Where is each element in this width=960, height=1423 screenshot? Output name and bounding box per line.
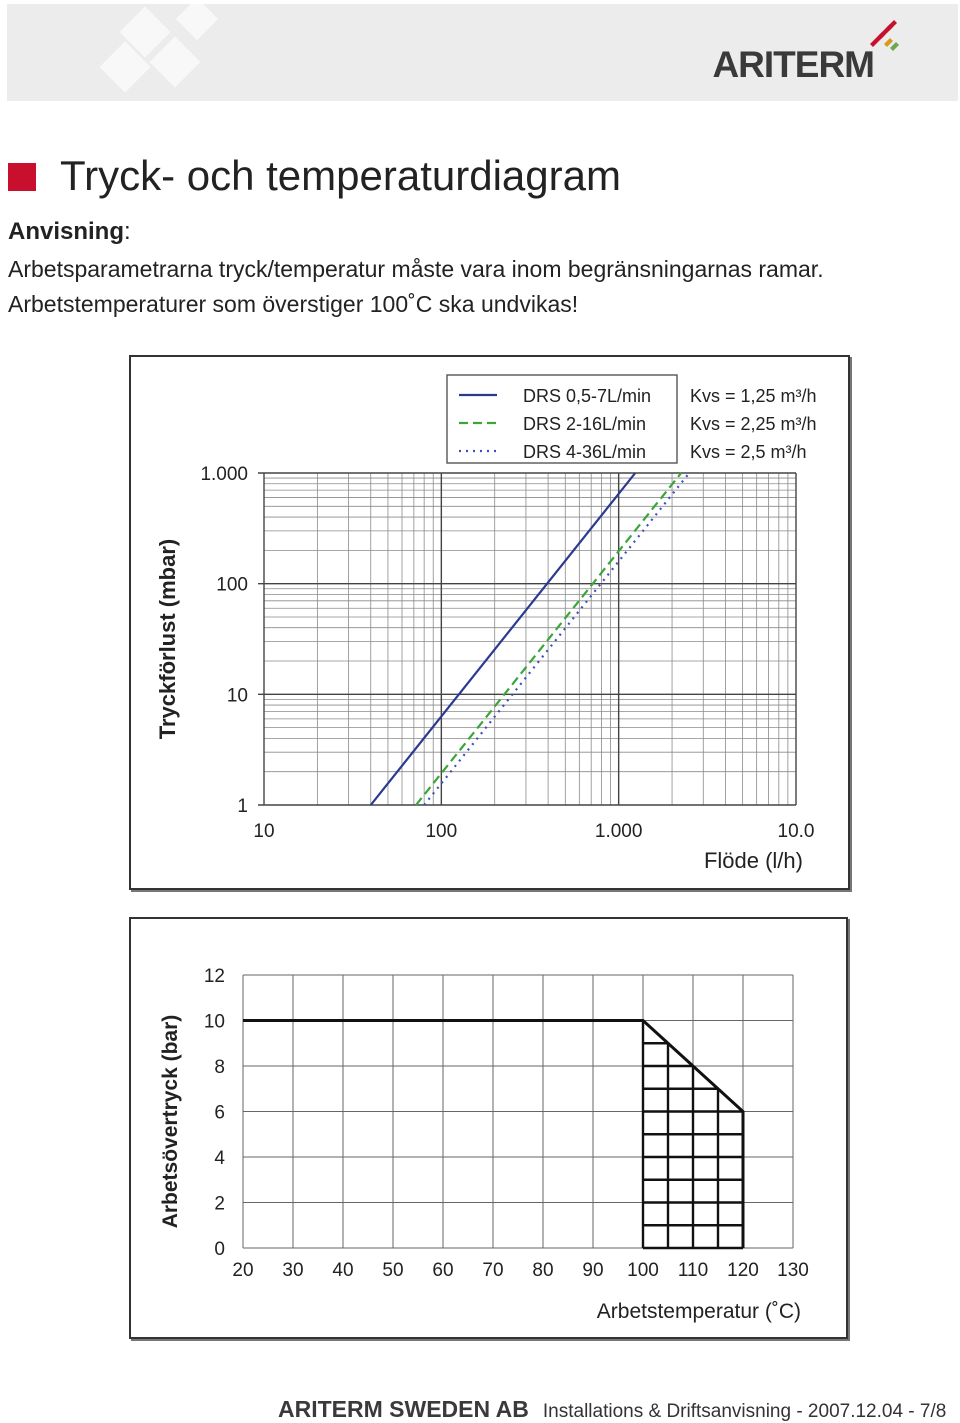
x-tick-label: 100 <box>425 821 458 842</box>
pressure-temperature-chart-svg <box>131 919 846 1337</box>
page-footer <box>278 1396 946 1423</box>
x-tick-label: 10 <box>253 821 275 842</box>
page-header <box>7 4 958 101</box>
x-tick-label: 100 <box>627 1260 659 1281</box>
legend-label: DRS 4-36L/min <box>523 442 647 462</box>
y-tick-label: 4 <box>214 1148 225 1169</box>
y-tick-label: 100 <box>216 574 248 596</box>
x-tick-label: 20 <box>232 1260 254 1281</box>
notice-line-1: Arbetsparametrarna tryck/temperatur måste vara inom begränsningarnas ramar. <box>8 256 824 282</box>
series-line <box>424 473 689 805</box>
y-tick-label: 10 <box>203 1011 225 1033</box>
x-tick-label: 130 <box>777 1260 809 1281</box>
x-tick-label: 120 <box>727 1260 759 1281</box>
footer-company: ARITERM SWEDEN AB <box>278 1396 529 1422</box>
x-tick-label: 70 <box>482 1260 504 1281</box>
pressure-drop-chart <box>129 355 850 890</box>
company-logo: ARITERM <box>712 44 874 85</box>
x-axis-label: Flöde (l/h) <box>703 848 803 873</box>
y-axis-label: Tryckförlust (mbar) <box>155 538 180 740</box>
kvs-label: Kvs = 2,5 m³/h <box>690 442 807 462</box>
notice-label: Anvisning: <box>8 218 131 245</box>
y-axis-label: Arbetsövertryck (bar) <box>159 1014 182 1229</box>
notice-line-2: Arbetstemperaturer som överstiger 100˚C ska undvikas! <box>8 291 579 317</box>
x-tick-label: 90 <box>582 1260 604 1281</box>
x-tick-label: 60 <box>432 1260 454 1281</box>
watermark-shape <box>176 4 218 40</box>
y-tick-label: 8 <box>214 1057 225 1078</box>
y-tick-label: 1.000 <box>200 464 248 485</box>
x-tick-label: 1.000 <box>594 821 643 842</box>
title-marker <box>8 163 36 191</box>
series-line <box>416 473 681 805</box>
x-tick-label: 110 <box>677 1260 709 1281</box>
y-tick-label: 6 <box>214 1102 225 1124</box>
y-tick-label: 0 <box>214 1239 225 1260</box>
x-tick-label: 80 <box>532 1260 554 1281</box>
x-tick-label: 40 <box>332 1260 354 1281</box>
page-title: Tryck- och temperaturdiagram <box>60 152 621 199</box>
x-tick-label: 30 <box>282 1260 304 1281</box>
x-axis-label: Arbetstemperatur (˚C) <box>596 1300 801 1323</box>
y-tick-label: 2 <box>214 1193 225 1215</box>
legend-label: DRS 0,5-7L/min <box>523 386 652 406</box>
kvs-label: Kvs = 1,25 m³/h <box>690 386 817 406</box>
pressure-temperature-chart <box>129 917 848 1339</box>
footer-document-info: Installations & Driftsanvisning - 2007.12.04 - 7/8 <box>542 1401 947 1422</box>
legend-label: DRS 2-16L/min <box>523 414 647 434</box>
y-tick-label: 12 <box>203 966 225 987</box>
y-tick-label: 1 <box>237 796 248 817</box>
pressure-drop-chart-svg <box>131 357 848 888</box>
kvs-label: Kvs = 2,25 m³/h <box>690 414 817 434</box>
x-tick-label: 50 <box>382 1260 404 1281</box>
y-tick-label: 10 <box>226 685 248 707</box>
x-tick-label: 10.0 <box>777 821 815 842</box>
series-line <box>371 473 635 805</box>
